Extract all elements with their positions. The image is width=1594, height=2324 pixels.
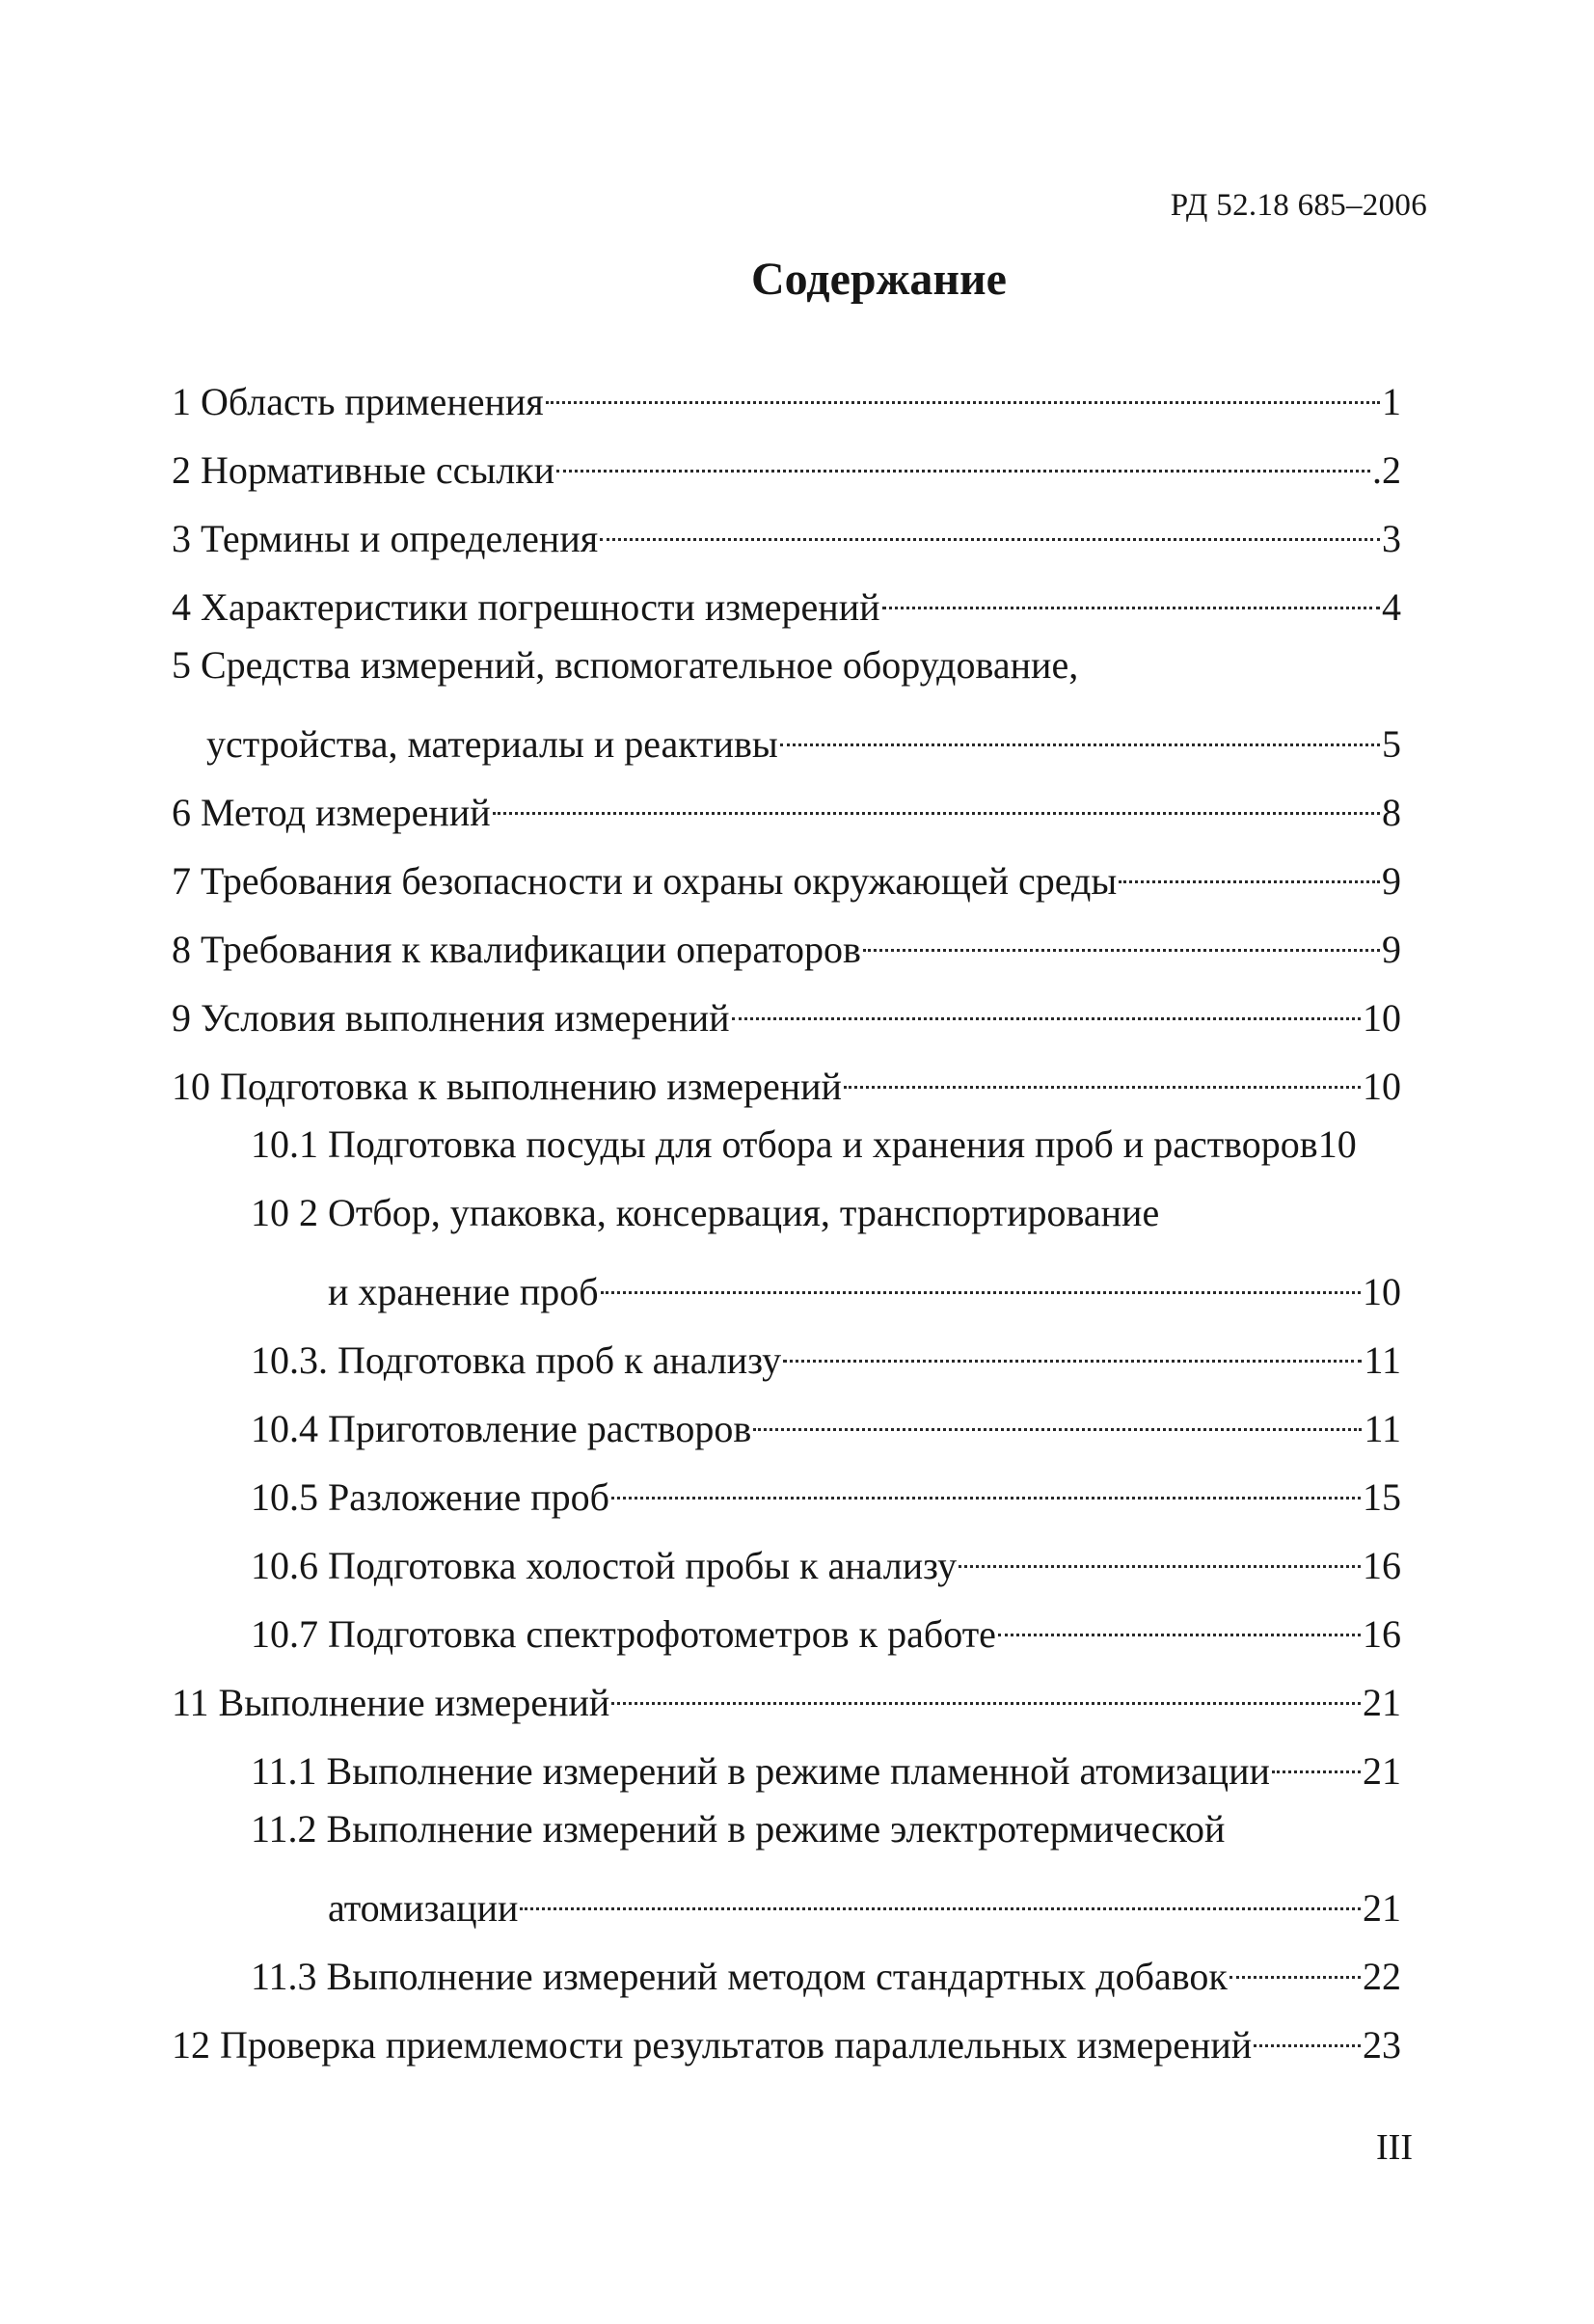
toc-entry-page: 16 [1363, 1612, 1401, 1656]
toc-entry-label: 10.6 Подготовка холостой пробы к анализу [251, 1544, 958, 1587]
dot-leader [520, 1875, 1361, 1921]
toc-entry-page: 21 [1363, 1681, 1401, 1724]
toc-entry-10[interactable] [172, 1053, 1401, 1108]
toc-entry-label: 3 Термины и определения [172, 517, 599, 560]
dot-leader [493, 779, 1380, 825]
toc-entry-11-2-continued[interactable] [328, 1875, 1401, 1930]
toc-entry-5[interactable] [172, 642, 1401, 689]
toc-entry-page: 10 [1317, 1122, 1357, 1166]
toc-entry-page: 21 [1363, 1886, 1401, 1930]
toc-entry-label: 11.3 Выполнение измерений методом стандартных добавок [251, 1955, 1228, 1998]
toc-entry-label: 10.5 Разложение проб [251, 1475, 609, 1519]
toc-entry-6[interactable] [172, 779, 1401, 834]
toc-entry-10-5[interactable] [251, 1464, 1401, 1519]
toc-entry-label: 6 Метод измерений [172, 791, 491, 834]
toc-entry-page: 9 [1382, 859, 1401, 903]
toc-entry-10-2-continued[interactable] [328, 1258, 1401, 1313]
toc-entry-label: 10.1 Подготовка посуды для отбора и хранения проб и растворов [251, 1122, 1318, 1166]
toc-entry-11[interactable] [172, 1669, 1401, 1724]
toc-entry-label: 11.2 Выполнение измерений в режиме электротермической [251, 1807, 1226, 1851]
toc-entry-page: 11 [1364, 1338, 1401, 1382]
toc-entry-10-7[interactable] [251, 1601, 1401, 1656]
dot-leader [844, 1053, 1361, 1099]
toc-entry-label: 10.3. Подготовка проб к анализу [251, 1338, 782, 1382]
document-code: РД 52.18 685–2006 [1170, 188, 1427, 223]
dot-leader [546, 368, 1380, 415]
toc-entry-5-continued[interactable] [206, 711, 1401, 766]
toc-entry-10-4[interactable] [251, 1395, 1401, 1450]
toc-entry-page: 4 [1382, 585, 1401, 629]
dot-leader [783, 1327, 1362, 1373]
toc-entry-2[interactable] [172, 437, 1401, 492]
toc-entry-label: 4 Характеристики погрешности измерений [172, 585, 880, 629]
dot-leader [732, 985, 1361, 1031]
toc-entry-label: 10 Подготовка к выполнению измерений [172, 1065, 842, 1108]
dot-leader [882, 574, 1380, 620]
toc-entry-page: 10 [1363, 996, 1401, 1040]
toc-entry-label: 11.1 Выполнение измерений в режиме пламенной атомизации [251, 1749, 1270, 1793]
toc-entry-10-6[interactable] [251, 1532, 1401, 1587]
toc-entry-page: 16 [1363, 1544, 1401, 1587]
toc-entry-label: 11 Выполнение измерений [172, 1681, 610, 1724]
toc-entry-10-2[interactable] [251, 1190, 1401, 1236]
toc-entry-8[interactable] [172, 916, 1401, 971]
toc-entry-page: 10 [1363, 1065, 1401, 1108]
toc-entry-page: 5 [1382, 722, 1401, 766]
toc-entry-label: 10.4 Приготовление растворов [251, 1407, 752, 1450]
dot-leader [1119, 848, 1380, 894]
toc-entry-10-1[interactable] [251, 1121, 1401, 1168]
toc-entry-7[interactable] [172, 848, 1401, 903]
toc-entry-label: 2 Нормативные ссылки [172, 448, 555, 492]
toc-entry-page: 11 [1364, 1407, 1401, 1450]
toc-entry-3[interactable] [172, 505, 1401, 560]
toc-entry-page: 22 [1363, 1955, 1401, 1998]
toc-entry-page: 1 [1382, 380, 1401, 423]
dot-leader [998, 1601, 1361, 1647]
toc-entry-1[interactable] [172, 368, 1401, 423]
dot-leader [1254, 2012, 1361, 2058]
toc-entry-label: 1 Область применения [172, 380, 544, 423]
dot-leader [1272, 1738, 1361, 1784]
dot-leader [611, 1464, 1361, 1510]
toc-entry-12[interactable] [172, 2012, 1401, 2067]
toc-entry-9[interactable] [172, 985, 1401, 1040]
dot-leader [611, 1669, 1361, 1716]
toc-entry-10-3[interactable] [251, 1327, 1401, 1382]
toc-entry-page: 21 [1363, 1749, 1401, 1793]
toc-entry-label: 9 Условия выполнения измерений [172, 996, 730, 1040]
page-number: III [1376, 2127, 1413, 2168]
toc-entry-page: 3 [1382, 517, 1401, 560]
toc-entry-11-3[interactable] [251, 1943, 1401, 1998]
dot-leader [780, 711, 1380, 757]
toc-entry-label: 10 2 Отбор, упаковка, консервация, транспортирование [251, 1191, 1160, 1234]
toc-entry-label: 12 Проверка приемлемости результатов параллельных измерений [172, 2023, 1253, 2067]
toc-entry-label: 7 Требования безопасности и охраны окружающей среды [172, 859, 1118, 903]
dot-leader [600, 505, 1380, 552]
toc-entry-page: .2 [1372, 448, 1401, 492]
toc-entry-11-1[interactable] [251, 1738, 1401, 1793]
toc-entry-label: 10.7 Подготовка спектрофотометров к работе [251, 1612, 996, 1656]
toc-entry-label: устройства, материалы и реактивы [206, 722, 778, 766]
dot-leader [556, 437, 1370, 483]
toc-entry-page: 10 [1363, 1270, 1401, 1313]
dot-leader [601, 1258, 1361, 1305]
toc-entry-page: 15 [1363, 1475, 1401, 1519]
toc-entry-label: и хранение проб [328, 1270, 599, 1313]
toc-entry-4[interactable] [172, 574, 1401, 629]
dot-leader [1229, 1943, 1361, 1989]
toc-entry-label: 8 Требования к квалификации операторов [172, 928, 861, 971]
toc-entry-11-2[interactable] [251, 1806, 1401, 1852]
dot-leader [959, 1532, 1361, 1579]
toc-entry-label: 5 Средства измерений, вспомогательное оборудование, [172, 643, 1079, 687]
page-title: Содержание [751, 254, 1007, 305]
toc-entry-page: 23 [1363, 2023, 1401, 2067]
toc-entry-page: 8 [1382, 791, 1401, 834]
dot-leader [863, 916, 1380, 962]
toc-entry-page: 9 [1382, 928, 1401, 971]
toc-entry-label: атомизации [328, 1886, 519, 1930]
dot-leader [753, 1395, 1362, 1442]
